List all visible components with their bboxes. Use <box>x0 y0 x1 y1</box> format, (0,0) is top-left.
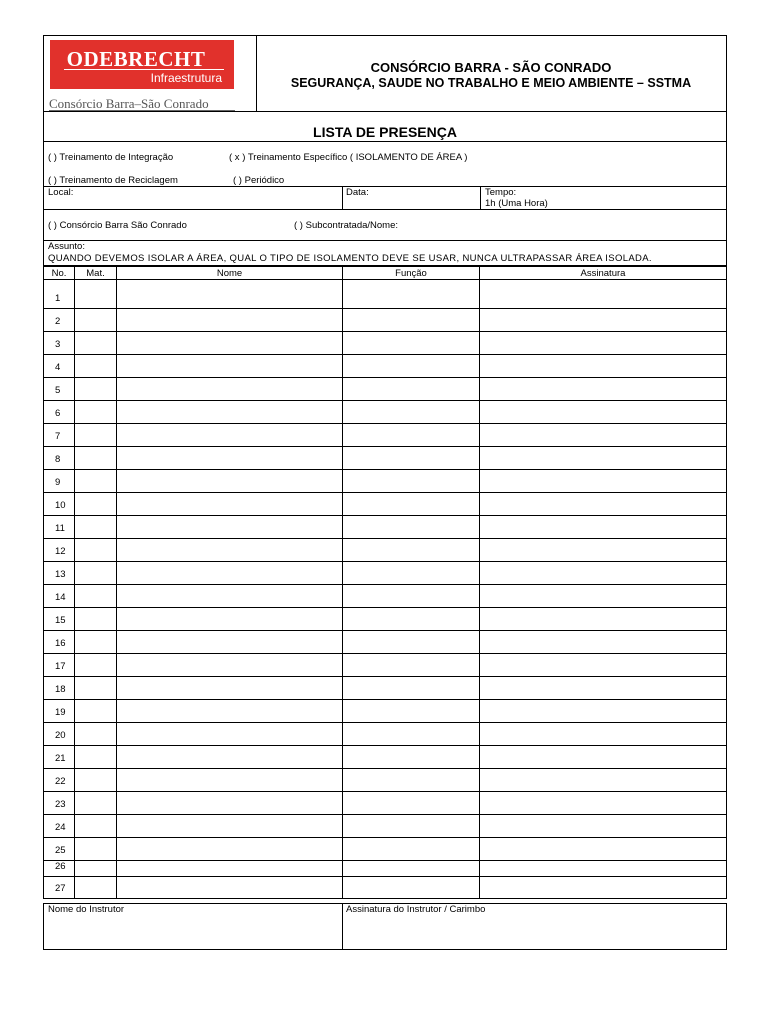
nome-cell[interactable] <box>117 378 343 401</box>
nome-cell[interactable] <box>117 424 343 447</box>
assinatura-cell[interactable] <box>480 332 727 355</box>
mat-cell[interactable] <box>75 401 117 424</box>
row-number: 9 <box>44 470 75 493</box>
assinatura-cell[interactable] <box>480 309 727 332</box>
nome-cell[interactable] <box>117 792 343 815</box>
assinatura-cell[interactable] <box>480 608 727 631</box>
mat-cell[interactable] <box>75 539 117 562</box>
subject-separator <box>43 240 727 241</box>
nome-cell[interactable] <box>117 746 343 769</box>
table-row <box>44 654 727 677</box>
funcao-cell[interactable] <box>343 700 480 723</box>
table-row <box>44 608 727 631</box>
row-number: 19 <box>44 700 75 723</box>
mat-cell[interactable] <box>75 608 117 631</box>
nome-cell[interactable] <box>117 677 343 700</box>
funcao-cell[interactable] <box>343 631 480 654</box>
mat-cell[interactable] <box>75 280 117 309</box>
funcao-cell[interactable] <box>343 470 480 493</box>
mat-cell[interactable] <box>75 861 117 877</box>
table-row <box>44 447 727 470</box>
assunto-label: Assunto: <box>48 241 85 252</box>
table-row <box>44 746 727 769</box>
option-periodico[interactable]: ( ) Periódico <box>233 175 285 186</box>
assinatura-cell[interactable] <box>480 401 727 424</box>
funcao-cell[interactable] <box>343 746 480 769</box>
nome-cell[interactable] <box>117 585 343 608</box>
table-row <box>44 677 727 700</box>
row-number: 25 <box>44 838 75 861</box>
row-number: 22 <box>44 769 75 792</box>
instrutor-signature-label: Assinatura do Instrutor / Carimbo <box>346 904 486 915</box>
row-number: 12 <box>44 539 75 562</box>
table-row <box>44 585 727 608</box>
funcao-cell[interactable] <box>343 355 480 378</box>
row-number: 17 <box>44 654 75 677</box>
nome-cell[interactable] <box>117 539 343 562</box>
nome-cell[interactable] <box>117 877 343 899</box>
funcao-cell[interactable] <box>343 877 480 899</box>
table-row <box>44 877 727 899</box>
table-row <box>44 355 727 378</box>
table-row <box>44 470 727 493</box>
data-label: Data: <box>346 187 369 198</box>
column-header: Função <box>343 267 480 280</box>
assinatura-cell[interactable] <box>480 280 727 309</box>
funcao-cell[interactable] <box>343 815 480 838</box>
row-number: 11 <box>44 516 75 539</box>
table-row <box>44 861 727 877</box>
row-number: 3 <box>44 332 75 355</box>
column-header: Nome <box>117 267 343 280</box>
funcao-cell[interactable] <box>343 585 480 608</box>
table-row <box>44 332 727 355</box>
table-row <box>44 401 727 424</box>
attendance-table <box>43 266 727 899</box>
column-header: Mat. <box>75 267 117 280</box>
header-title: CONSÓRCIO BARRA - SÃO CONRADO <box>370 60 612 75</box>
mat-cell[interactable] <box>75 516 117 539</box>
row-number: 8 <box>44 447 75 470</box>
header-separator <box>43 111 727 112</box>
mat-cell[interactable] <box>75 470 117 493</box>
table-row <box>44 769 727 792</box>
option-reciclagem[interactable]: ( ) Treinamento de Reciclagem <box>48 175 178 186</box>
nome-cell[interactable] <box>117 654 343 677</box>
table-row <box>44 539 727 562</box>
nome-cell[interactable] <box>117 700 343 723</box>
local-label: Local: <box>48 187 74 198</box>
funcao-cell[interactable] <box>343 516 480 539</box>
row-number: 27 <box>44 877 75 899</box>
table-row <box>44 792 727 815</box>
tempo-label: Tempo: <box>485 187 517 198</box>
row-number: 24 <box>44 815 75 838</box>
row-number: 10 <box>44 493 75 516</box>
table-row <box>44 700 727 723</box>
mat-cell[interactable] <box>75 562 117 585</box>
row-number: 15 <box>44 608 75 631</box>
nome-cell[interactable] <box>117 562 343 585</box>
mat-cell[interactable] <box>75 769 117 792</box>
mat-cell[interactable] <box>75 378 117 401</box>
table-row <box>44 838 727 861</box>
nome-cell[interactable] <box>117 631 343 654</box>
funcao-cell[interactable] <box>343 838 480 861</box>
assinatura-cell[interactable] <box>480 792 727 815</box>
nome-cell[interactable] <box>117 447 343 470</box>
instrutor-label: Nome do Instrutor <box>48 904 125 915</box>
mat-cell[interactable] <box>75 332 117 355</box>
row-number: 7 <box>44 424 75 447</box>
assinatura-cell[interactable] <box>480 815 727 838</box>
assinatura-cell[interactable] <box>480 769 727 792</box>
assinatura-cell[interactable] <box>480 654 727 677</box>
funcao-cell[interactable] <box>343 378 480 401</box>
assinatura-cell[interactable] <box>480 539 727 562</box>
row-number: 13 <box>44 562 75 585</box>
mat-cell[interactable] <box>75 815 117 838</box>
column-header: Assinatura <box>480 267 727 280</box>
funcao-cell[interactable] <box>343 562 480 585</box>
assinatura-cell[interactable] <box>480 631 727 654</box>
mat-cell[interactable] <box>75 677 117 700</box>
logo-rule <box>64 69 224 70</box>
info-separator-top <box>43 186 727 187</box>
nome-cell[interactable] <box>117 470 343 493</box>
assinatura-cell[interactable] <box>480 677 727 700</box>
row-number: 26 <box>44 861 75 877</box>
row-number: 4 <box>44 355 75 378</box>
assinatura-cell[interactable] <box>480 861 727 877</box>
funcao-cell[interactable] <box>343 401 480 424</box>
table-row <box>44 378 727 401</box>
mat-cell[interactable] <box>75 493 117 516</box>
logo-caption: Consórcio Barra–São Conrado <box>49 96 209 111</box>
row-number: 23 <box>44 792 75 815</box>
table-row <box>44 815 727 838</box>
row-number: 18 <box>44 677 75 700</box>
row-number: 21 <box>44 746 75 769</box>
mat-cell[interactable] <box>75 792 117 815</box>
assinatura-cell[interactable] <box>480 585 727 608</box>
nome-cell[interactable] <box>117 280 343 309</box>
option-subcontratada[interactable]: ( ) Subcontratada/Nome: <box>294 220 399 231</box>
tempo-value: 1h (Uma Hora) <box>485 198 548 209</box>
footer-divider <box>342 903 343 950</box>
assinatura-cell[interactable] <box>480 877 727 899</box>
table-body <box>44 280 727 899</box>
nome-cell[interactable] <box>117 723 343 746</box>
row-number: 5 <box>44 378 75 401</box>
title-separator <box>43 141 727 142</box>
nome-cell[interactable] <box>117 401 343 424</box>
table-row <box>44 516 727 539</box>
assinatura-cell[interactable] <box>480 355 727 378</box>
assinatura-cell[interactable] <box>480 723 727 746</box>
mat-cell[interactable] <box>75 746 117 769</box>
funcao-cell[interactable] <box>343 792 480 815</box>
row-number: 20 <box>44 723 75 746</box>
funcao-cell[interactable] <box>343 723 480 746</box>
mat-cell[interactable] <box>75 723 117 746</box>
nome-cell[interactable] <box>117 355 343 378</box>
option-integracao[interactable]: ( ) Treinamento de Integração <box>48 152 174 163</box>
nome-cell[interactable] <box>117 815 343 838</box>
funcao-cell[interactable] <box>343 332 480 355</box>
assinatura-cell[interactable] <box>480 700 727 723</box>
mat-cell[interactable] <box>75 700 117 723</box>
table-row <box>44 562 727 585</box>
funcao-cell[interactable] <box>343 539 480 562</box>
nome-cell[interactable] <box>117 769 343 792</box>
mat-cell[interactable] <box>75 355 117 378</box>
nome-cell[interactable] <box>117 516 343 539</box>
funcao-cell[interactable] <box>343 280 480 309</box>
logo-name: ODEBRECHT <box>66 47 206 71</box>
assinatura-cell[interactable] <box>480 424 727 447</box>
funcao-cell[interactable] <box>343 424 480 447</box>
option-especifico[interactable]: ( x ) Treinamento Específico ( ISOLAMENTO DE ÁREA ) <box>229 152 468 163</box>
nome-cell[interactable] <box>117 838 343 861</box>
funcao-cell[interactable] <box>343 447 480 470</box>
nome-cell[interactable] <box>117 861 343 877</box>
funcao-cell[interactable] <box>343 769 480 792</box>
option-consorcio[interactable]: ( ) Consórcio Barra São Conrado <box>48 220 187 231</box>
row-number: 2 <box>44 309 75 332</box>
funcao-cell[interactable] <box>343 608 480 631</box>
header-subtitle: SEGURANÇA, SAUDE NO TRABALHO E MEIO AMBIENTE – SSTMA <box>290 76 692 90</box>
funcao-cell[interactable] <box>343 493 480 516</box>
mat-cell[interactable] <box>75 838 117 861</box>
form-title: LISTA DE PRESENÇA <box>313 124 457 140</box>
assinatura-cell[interactable] <box>480 516 727 539</box>
assinatura-cell[interactable] <box>480 746 727 769</box>
table-row <box>44 309 727 332</box>
mat-cell[interactable] <box>75 631 117 654</box>
assinatura-cell[interactable] <box>480 470 727 493</box>
funcao-cell[interactable] <box>343 654 480 677</box>
info-divider-1 <box>342 186 343 209</box>
assinatura-cell[interactable] <box>480 493 727 516</box>
mat-cell[interactable] <box>75 585 117 608</box>
row-number: 1 <box>44 280 75 309</box>
table-row <box>44 424 727 447</box>
mat-cell[interactable] <box>75 309 117 332</box>
mat-cell[interactable] <box>75 877 117 899</box>
funcao-cell[interactable] <box>343 677 480 700</box>
mat-cell[interactable] <box>75 447 117 470</box>
info-divider-2 <box>480 186 481 209</box>
mat-cell[interactable] <box>75 654 117 677</box>
nome-cell[interactable] <box>117 493 343 516</box>
company-logo <box>50 40 234 89</box>
funcao-cell[interactable] <box>343 309 480 332</box>
assunto-value: QUANDO DEVEMOS ISOLAR A ÁREA, QUAL O TIPO DE ISOLAMENTO DEVE SE USAR, NUNCA ULTRAPASSAR ÁREA ISOLADA. <box>48 253 652 264</box>
row-number: 6 <box>44 401 75 424</box>
row-number: 16 <box>44 631 75 654</box>
row-number: 14 <box>44 585 75 608</box>
info-separator-bottom <box>43 209 727 210</box>
assinatura-cell[interactable] <box>480 447 727 470</box>
assinatura-cell[interactable] <box>480 378 727 401</box>
assinatura-cell[interactable] <box>480 838 727 861</box>
funcao-cell[interactable] <box>343 861 480 877</box>
logo-subtitle: Infraestrutura <box>150 71 222 85</box>
column-header: No. <box>44 267 75 280</box>
assinatura-cell[interactable] <box>480 562 727 585</box>
mat-cell[interactable] <box>75 424 117 447</box>
table-row <box>44 493 727 516</box>
nome-cell[interactable] <box>117 332 343 355</box>
table-row <box>44 631 727 654</box>
table-row <box>44 280 727 309</box>
nome-cell[interactable] <box>117 608 343 631</box>
table-header-row <box>44 267 727 280</box>
table-row <box>44 723 727 746</box>
nome-cell[interactable] <box>117 309 343 332</box>
